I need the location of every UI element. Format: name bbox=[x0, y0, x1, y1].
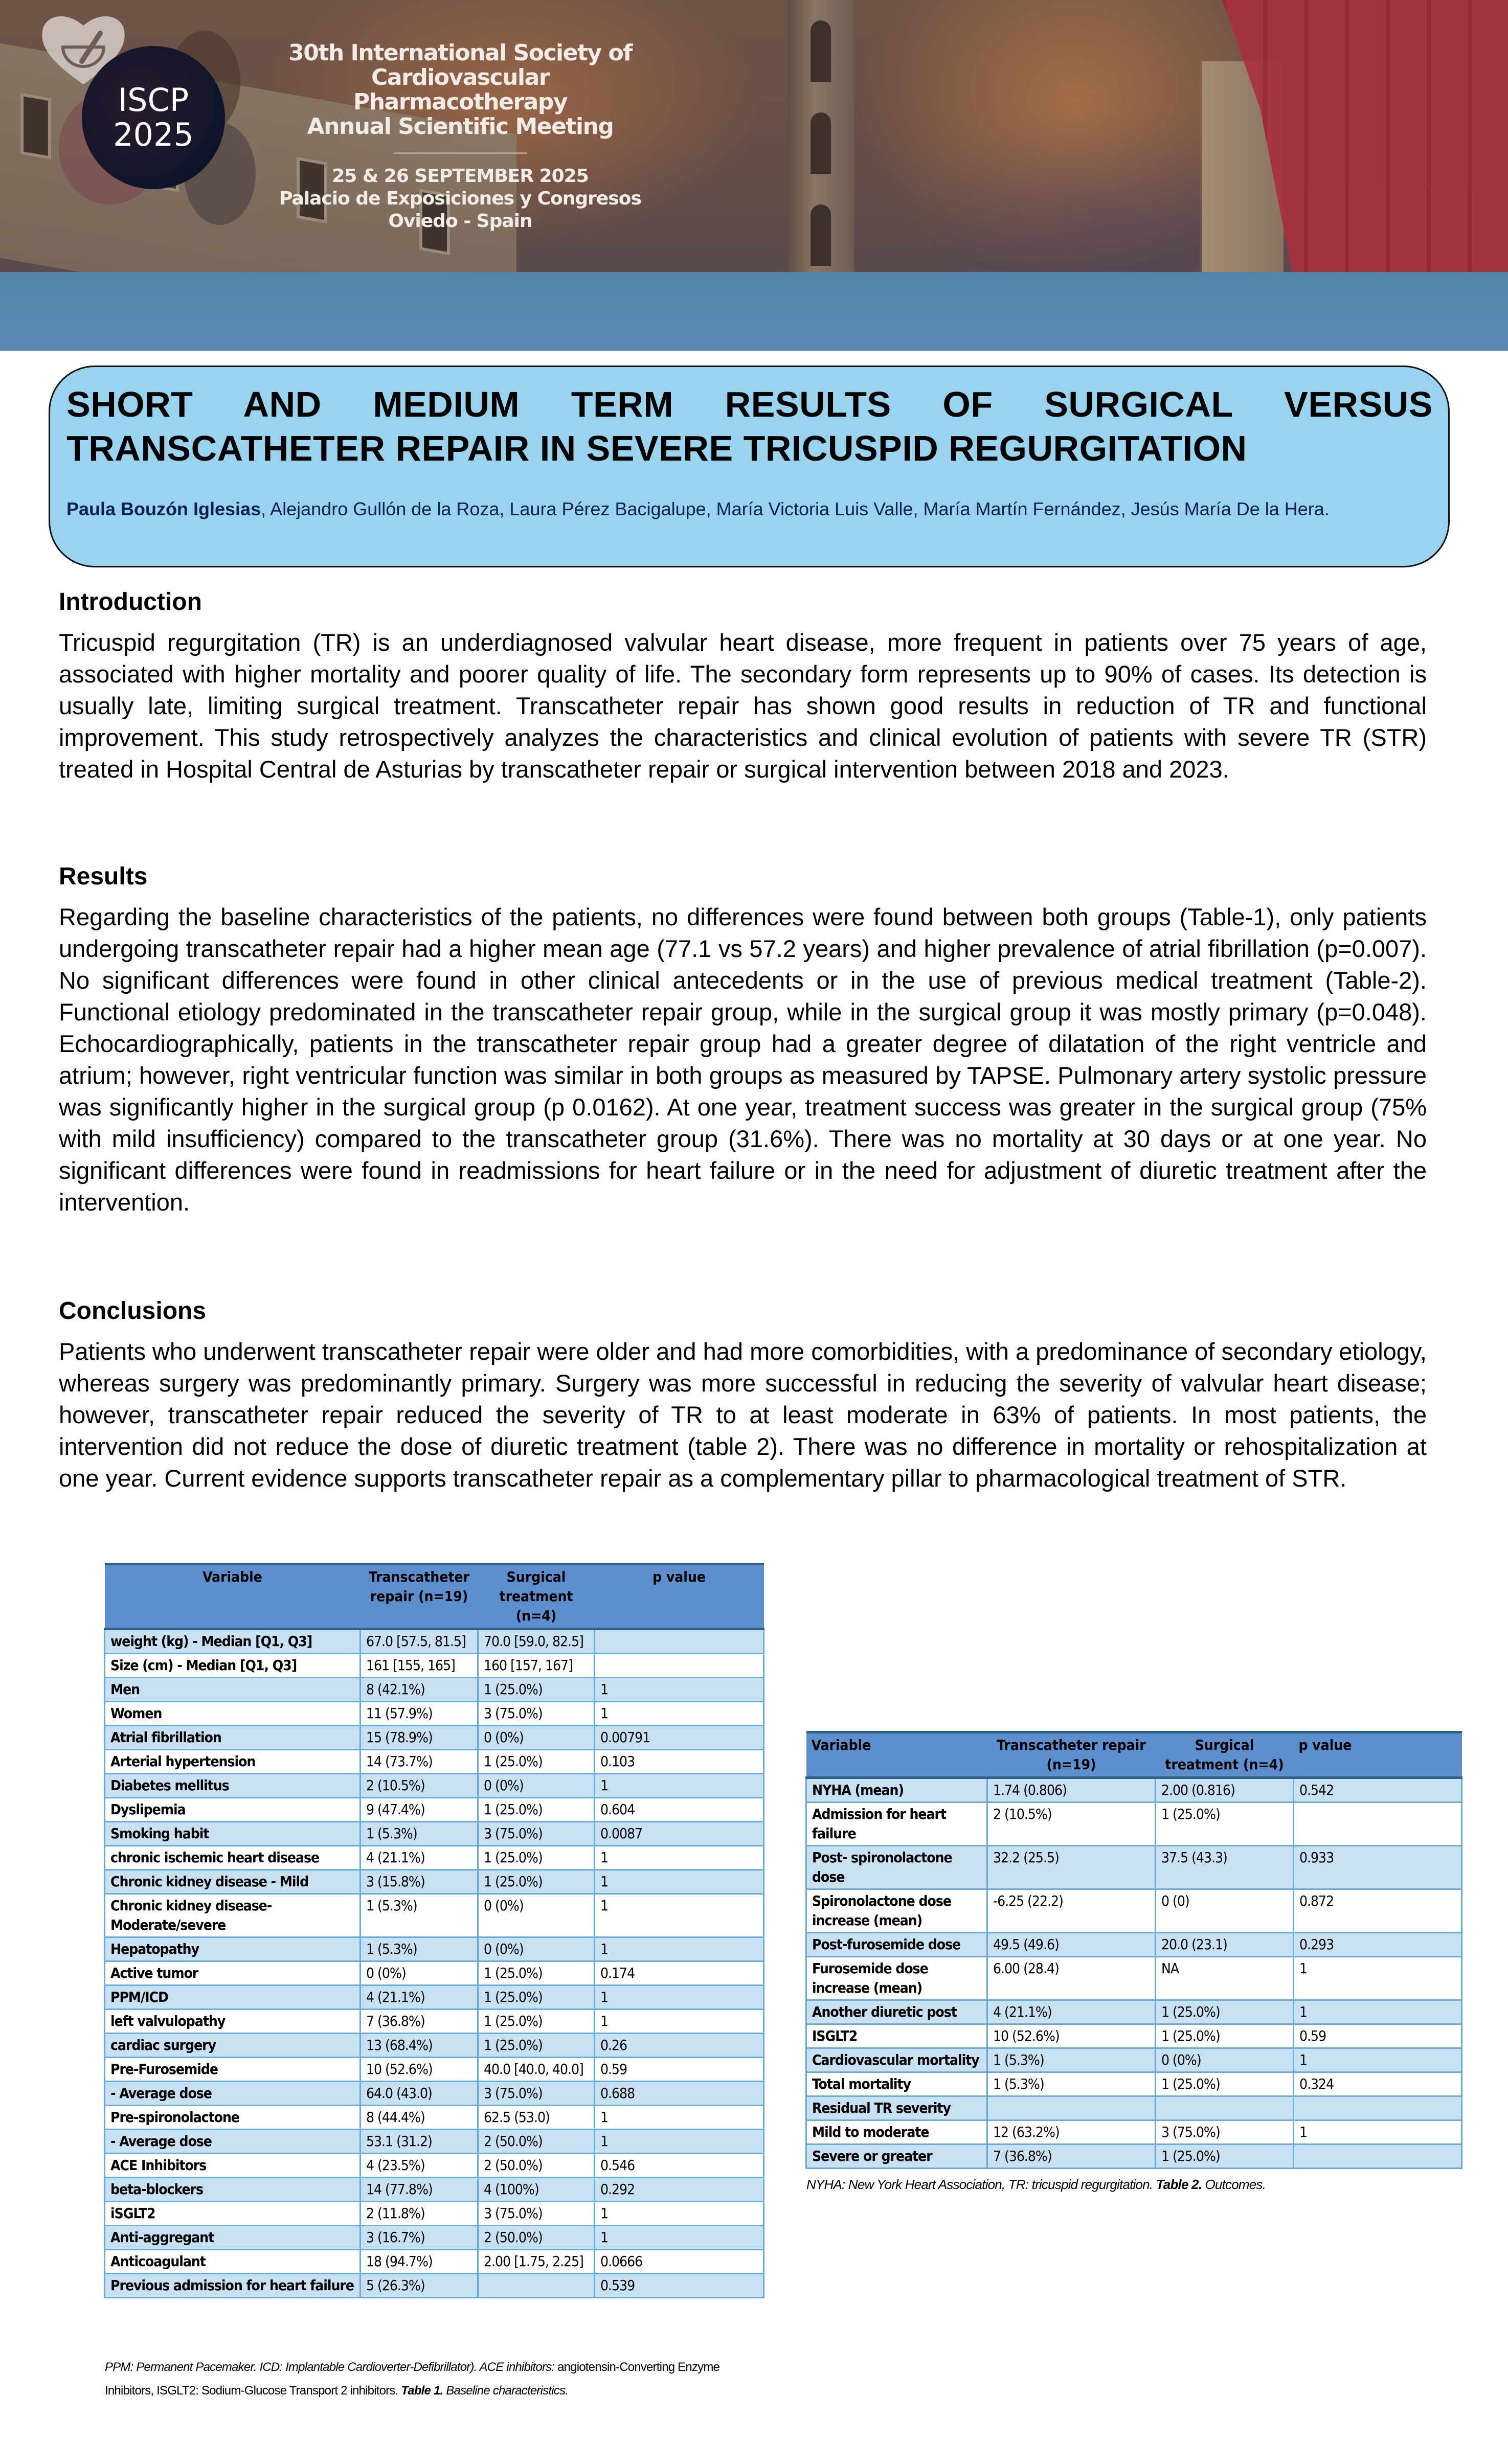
column-header: Transcatheter repair (n=19) bbox=[361, 1564, 478, 1629]
row-label: Severe or greater bbox=[806, 2144, 987, 2169]
cell-value: 67.0 [57.5, 81.5] bbox=[361, 1629, 478, 1654]
title-box bbox=[49, 366, 1450, 567]
row-label: Size (cm) - Median [Q1, Q3] bbox=[105, 1654, 361, 1678]
cell-value: 1 bbox=[595, 1678, 764, 1702]
row-label: beta-blockers bbox=[105, 2178, 361, 2202]
row-label: Hepatopathy bbox=[105, 1937, 361, 1961]
row-label: iSGLT2 bbox=[105, 2202, 361, 2226]
row-label: Women bbox=[105, 1702, 361, 1726]
cell-value: 0.324 bbox=[1294, 2072, 1462, 2096]
table-header-row bbox=[806, 1732, 1462, 1778]
conference-banner bbox=[0, 0, 1508, 272]
row-label: cardiac surgery bbox=[105, 2034, 361, 2058]
table-row bbox=[806, 1889, 1462, 1933]
cathedral-tower-illustration bbox=[787, 0, 854, 272]
cell-value: 2 (10.5%) bbox=[361, 1774, 478, 1798]
cell-value: 4 (21.1%) bbox=[361, 1986, 478, 2010]
conference-venue: Palacio de Exposiciones y Congresos bbox=[279, 188, 641, 209]
table1-caption bbox=[105, 2356, 749, 2403]
row-label: Post-furosemide dose bbox=[806, 1933, 987, 1957]
table-row bbox=[105, 2154, 764, 2178]
conference-city: Oviedo - Spain bbox=[388, 211, 532, 232]
table-row bbox=[105, 2010, 764, 2034]
cell-value: 1 (25.0%) bbox=[478, 1961, 595, 1986]
poster-title bbox=[66, 382, 1433, 470]
cell-value: 1 (25.0%) bbox=[478, 1846, 595, 1870]
cell-value: 2.00 (0.816) bbox=[1156, 1778, 1294, 1803]
column-header: Variable bbox=[105, 1564, 361, 1629]
cell-value: 1 bbox=[1294, 2048, 1462, 2072]
table-row bbox=[105, 1870, 764, 1894]
row-label: ISGLT2 bbox=[806, 2024, 987, 2048]
cell-value: 20.0 (23.1) bbox=[1156, 1933, 1294, 1957]
cell-value: 3 (75.0%) bbox=[478, 2082, 595, 2106]
cell-value bbox=[987, 2096, 1156, 2120]
caption-abbreviations: PPM: Permanent Pacemaker. ICD: Implantable Cardioverter-Defibrillator). ACE inhibitors: bbox=[105, 2360, 555, 2374]
authors bbox=[66, 494, 1433, 524]
cell-value: 3 (15.8%) bbox=[361, 1870, 478, 1894]
cell-value: 4 (21.1%) bbox=[987, 2000, 1156, 2024]
conclusions-heading: Conclusions bbox=[59, 1297, 207, 1325]
row-label: Chronic kidney disease- Moderate/severe bbox=[105, 1894, 361, 1937]
cell-value: 1 (25.0%) bbox=[478, 1986, 595, 2010]
cell-value: 1 (5.3%) bbox=[361, 1937, 478, 1961]
row-label: - Average dose bbox=[105, 2082, 361, 2106]
cell-value bbox=[1294, 2096, 1462, 2120]
cell-value bbox=[478, 2274, 595, 2298]
table-row bbox=[806, 2072, 1462, 2096]
row-label: NYHA (mean) bbox=[806, 1778, 987, 1803]
row-label: Pre-spironolactone bbox=[105, 2106, 361, 2130]
row-label: Dyslipemia bbox=[105, 1798, 361, 1822]
cell-value: 1 (25.0%) bbox=[1156, 2072, 1294, 2096]
table-outcomes bbox=[805, 1731, 1462, 2169]
caption-label: Table 2. bbox=[1156, 2177, 1202, 2192]
cell-value: 15 (78.9%) bbox=[361, 1726, 478, 1750]
cell-value: 2 (50.0%) bbox=[478, 2226, 595, 2250]
cell-value: 0 (0%) bbox=[361, 1961, 478, 1986]
row-label: weight (kg) - Median [Q1, Q3] bbox=[105, 1629, 361, 1654]
iscp-logo bbox=[82, 46, 225, 189]
cell-value: -6.25 (22.2) bbox=[987, 1889, 1156, 1933]
introduction-text: Tricuspid regurgitation (TR) is an underdiagnosed valvular heart disease, more frequent in patients over 75 years of age, associated with higher mortality and poorer quality of life. The secondary form represents up to 90% of cases. Its detection is usually late, limiting surgical treatment. Transcatheter repair has shown good results in reduction of TR and functional improvement. This study retrospectively analyzes the characteristics and clinical evolution of patients with severe TR (STR) treated in Hospital Central de Asturias by transcatheter repair or surgical intervention between 2018 and 2023. bbox=[59, 629, 1427, 783]
table-header-row bbox=[105, 1564, 764, 1629]
conclusions-section bbox=[59, 1296, 1427, 1494]
cell-value: 1 bbox=[1294, 2120, 1462, 2144]
cell-value: 3 (16.7%) bbox=[361, 2226, 478, 2250]
cell-value: 40.0 [40.0, 40.0] bbox=[478, 2058, 595, 2082]
cell-value: 1 bbox=[1294, 2000, 1462, 2024]
cell-value: 1 (5.3%) bbox=[987, 2072, 1156, 2096]
cell-value: 2 (50.0%) bbox=[478, 2154, 595, 2178]
table-row bbox=[105, 1961, 764, 1986]
cell-value: 2 (50.0%) bbox=[478, 2130, 595, 2154]
cell-value: 1 bbox=[595, 1937, 764, 1961]
cell-value: 0 (0) bbox=[1156, 1889, 1294, 1933]
caption-label: Table 1. bbox=[401, 2384, 443, 2398]
cell-value: 161 [155, 165] bbox=[361, 1654, 478, 1678]
cell-value: 1.74 (0.806) bbox=[987, 1778, 1156, 1803]
results-heading: Results bbox=[59, 863, 148, 890]
cell-value: 1 (25.0%) bbox=[478, 2010, 595, 2034]
cell-value: 1 (25.0%) bbox=[478, 1870, 595, 1894]
table-baseline-characteristics bbox=[104, 1563, 764, 2298]
conference-name-line: Annual Scientific Meeting bbox=[307, 113, 614, 140]
cell-value: 0.872 bbox=[1294, 1889, 1462, 1933]
conference-name-line: 30th International Society of bbox=[288, 40, 632, 66]
cell-value bbox=[1156, 2096, 1294, 2120]
cell-value: 3 (75.0%) bbox=[478, 2202, 595, 2226]
cell-value: 10 (52.6%) bbox=[987, 2024, 1156, 2048]
cell-value: 0 (0%) bbox=[478, 1937, 595, 1961]
cell-value: 12 (63.2%) bbox=[987, 2120, 1156, 2144]
cell-value: 160 [157, 167] bbox=[478, 1654, 595, 1678]
table-row bbox=[806, 2024, 1462, 2048]
table-row bbox=[806, 2048, 1462, 2072]
cell-value: 0 (0%) bbox=[1156, 2048, 1294, 2072]
divider bbox=[394, 152, 527, 154]
table-row bbox=[105, 1654, 764, 1678]
table-row bbox=[105, 1894, 764, 1937]
caption-abbreviations: NYHA: New York Heart Association, TR: tricuspid regurgitation. bbox=[806, 2177, 1156, 2192]
cell-value: 7 (36.8%) bbox=[987, 2144, 1156, 2169]
column-header: p value bbox=[595, 1564, 764, 1629]
table-row bbox=[806, 1957, 1462, 2000]
cell-value: NA bbox=[1156, 1957, 1294, 2000]
row-label: chronic ischemic heart disease bbox=[105, 1846, 361, 1870]
cell-value: 1 (25.0%) bbox=[478, 2034, 595, 2058]
table-row bbox=[105, 2178, 764, 2202]
cell-value: 0.539 bbox=[595, 2274, 764, 2298]
conference-date: 25 & 26 SEPTEMBER 2025 bbox=[332, 166, 589, 187]
caption-title: Baseline characteristics. bbox=[443, 2384, 569, 2398]
cell-value: 1 bbox=[595, 2010, 764, 2034]
cell-value: 2.00 [1.75, 2.25] bbox=[478, 2250, 595, 2274]
row-label: Mild to moderate bbox=[806, 2120, 987, 2144]
cell-value: 0.542 bbox=[1294, 1778, 1462, 1803]
table-row bbox=[105, 2082, 764, 2106]
cell-value: 1 bbox=[595, 1870, 764, 1894]
cell-value: 5 (26.3%) bbox=[361, 2274, 478, 2298]
cell-value: 14 (73.7%) bbox=[361, 1750, 478, 1774]
cell-value: 7 (36.8%) bbox=[361, 2010, 478, 2034]
row-label: Post- spironolactone dose bbox=[806, 1846, 987, 1889]
row-label: Spironolactone dose increase (mean) bbox=[806, 1889, 987, 1933]
conference-name-line: Cardiovascular Pharmacotherapy bbox=[353, 64, 568, 115]
row-label: Diabetes mellitus bbox=[105, 1774, 361, 1798]
cell-value: 0.604 bbox=[595, 1798, 764, 1822]
column-header: p value bbox=[1294, 1732, 1462, 1778]
cell-value: 70.0 [59.0, 82.5] bbox=[478, 1629, 595, 1654]
cell-value: 0.0666 bbox=[595, 2250, 764, 2274]
results-text: Regarding the baseline characteristics of the patients, no differences were found between both groups (Table-1), only patients undergoing transcatheter repair had a higher mean age (77.1 vs 57.2 years) and higher prevalence of atrial fibrillation (p=0.007). No significant differences were found in other clinical antecedents or in the use of previous medical treatment (Table-2). Functional etiology predominated in the transcatheter repair group, while in the surgical group it was mostly primary (p=0.048). Echocardiographically, patients in the transcatheter repair group had a greater degree of dilatation of the right ventricle and atrium; however, right ventricular function was similar in both groups as measured by TAPSE. Pulmonary artery systolic pressure was significantly higher in the surgical group (p 0.0162). At one year, treatment success was greater in the surgical group (75% with mild insufficiency) compared to the transcatheter group (31.6%). There was no mortality at 30 days or at one year. No significant differences were found in readmissions for heart failure or in the need for adjustment of diuretic treatment after the intervention. bbox=[59, 903, 1427, 1216]
table-row bbox=[105, 2250, 764, 2274]
table-row bbox=[806, 2096, 1462, 2120]
table-row bbox=[105, 1774, 764, 1798]
column-header: Variable bbox=[806, 1732, 987, 1778]
row-label: - Average dose bbox=[105, 2130, 361, 2154]
table2-caption bbox=[806, 2173, 1456, 2196]
cell-value: 0 (0%) bbox=[478, 1774, 595, 1798]
row-label: Pre-Furosemide bbox=[105, 2058, 361, 2082]
table-row bbox=[806, 1778, 1462, 1803]
cell-value: 1 bbox=[595, 1986, 764, 2010]
introduction-heading: Introduction bbox=[59, 588, 202, 615]
column-header: Surgical treatment (n=4) bbox=[478, 1564, 595, 1629]
cell-value: 18 (94.7%) bbox=[361, 2250, 478, 2274]
cell-value: 11 (57.9%) bbox=[361, 1702, 478, 1726]
table-row bbox=[105, 1822, 764, 1846]
caption-abbreviations: angiotensin-Converting Enzyme Inhibitors, ISGLT2: Sodium-Glucose Transport 2 inhibitors. bbox=[105, 2360, 720, 2398]
cell-value: 0.292 bbox=[595, 2178, 764, 2202]
cell-value: 64.0 (43.0) bbox=[361, 2082, 478, 2106]
cell-value: 1 bbox=[595, 1774, 764, 1798]
table-row bbox=[806, 2000, 1462, 2024]
table-row bbox=[806, 2144, 1462, 2169]
table-body bbox=[105, 1629, 764, 2298]
cell-value: 1 bbox=[595, 1894, 764, 1937]
cell-value: 0.0087 bbox=[595, 1822, 764, 1846]
row-label: left valvulopathy bbox=[105, 2010, 361, 2034]
title-line-2: TRANSCATHETER REPAIR IN SEVERE TRICUSPID REGURGITATION bbox=[66, 428, 1247, 468]
cell-value: 0.26 bbox=[595, 2034, 764, 2058]
cell-value: 49.5 (49.6) bbox=[987, 1933, 1156, 1957]
logo-text-year: 2025 bbox=[113, 116, 194, 153]
row-label: Active tumor bbox=[105, 1961, 361, 1986]
cell-value: 0.933 bbox=[1294, 1846, 1462, 1889]
cell-value: 37.5 (43.3) bbox=[1156, 1846, 1294, 1889]
coauthors: , Alejandro Gullón de la Roza, Laura Pérez Bacigalupe, María Victoria Luis Valle, María Martín Fernández, Jesús María De la Hera. bbox=[261, 498, 1330, 519]
table-row bbox=[105, 1750, 764, 1774]
conclusions-text: Patients who underwent transcatheter repair were older and had more comorbidities, with a predominance of secondary etiology, whereas surgery was predominantly primary. Surgery was more successful in reducing the severity of valvular heart disease; however, transcatheter repair reduced the severity of TR to at least moderate in 63% of patients. In most patients, the intervention did not reduce the dose of diuretic treatment (table 2). There was no difference in mortality or rehospitalization at one year. Current evidence supports transcatheter repair as a complementary pillar to pharmacological treatment of STR. bbox=[59, 1338, 1427, 1492]
header-band bbox=[0, 272, 1508, 351]
table-row bbox=[105, 1846, 764, 1870]
cell-value: 4 (21.1%) bbox=[361, 1846, 478, 1870]
row-label: Cardiovascular mortality bbox=[806, 2048, 987, 2072]
cell-value: 62.5 (53.0) bbox=[478, 2106, 595, 2130]
conference-info bbox=[266, 41, 655, 233]
table-row bbox=[105, 2034, 764, 2058]
cell-value: 1 bbox=[595, 2202, 764, 2226]
table-row bbox=[105, 1678, 764, 1702]
cell-value: 8 (44.4%) bbox=[361, 2106, 478, 2130]
row-label: Anti-aggregant bbox=[105, 2226, 361, 2250]
cell-value: 6.00 (28.4) bbox=[987, 1957, 1156, 2000]
cell-value: 1 (25.0%) bbox=[478, 1798, 595, 1822]
cell-value: 1 (25.0%) bbox=[1156, 1803, 1294, 1846]
row-label: Residual TR severity bbox=[806, 2096, 987, 2120]
cell-value: 14 (77.8%) bbox=[361, 2178, 478, 2202]
cell-value: 3 (75.0%) bbox=[1156, 2120, 1294, 2144]
table-row bbox=[806, 2120, 1462, 2144]
cell-value: 1 bbox=[595, 2106, 764, 2130]
cell-value: 13 (68.4%) bbox=[361, 2034, 478, 2058]
row-label: PPM/ICD bbox=[105, 1986, 361, 2010]
cell-value: 4 (23.5%) bbox=[361, 2154, 478, 2178]
cell-value: 0 (0%) bbox=[478, 1894, 595, 1937]
cell-value: 1 (5.3%) bbox=[361, 1822, 478, 1846]
cell-value: 1 bbox=[1294, 1957, 1462, 2000]
cell-value: 4 (100%) bbox=[478, 2178, 595, 2202]
row-label: Smoking habit bbox=[105, 1822, 361, 1846]
table-row bbox=[105, 1986, 764, 2010]
row-label: Arterial hypertension bbox=[105, 1750, 361, 1774]
table-row bbox=[105, 2058, 764, 2082]
table-row bbox=[105, 2202, 764, 2226]
results-section bbox=[59, 861, 1427, 1218]
cell-value bbox=[1294, 2144, 1462, 2169]
row-label: Total mortality bbox=[806, 2072, 987, 2096]
logo-text-iscp: ISCP bbox=[118, 81, 189, 119]
cell-value: 2 (10.5%) bbox=[987, 1803, 1156, 1846]
cell-value: 0 (0%) bbox=[478, 1726, 595, 1750]
table-row bbox=[105, 2130, 764, 2154]
row-label: Atrial fibrillation bbox=[105, 1726, 361, 1750]
row-label: Previous admission for heart failure bbox=[105, 2274, 361, 2298]
table-row bbox=[806, 1846, 1462, 1889]
cell-value: 10 (52.6%) bbox=[361, 2058, 478, 2082]
cell-value: 8 (42.1%) bbox=[361, 1678, 478, 1702]
cell-value: 1 (25.0%) bbox=[1156, 2144, 1294, 2169]
cell-value: 0.00791 bbox=[595, 1726, 764, 1750]
row-label: Another diuretic post bbox=[806, 2000, 987, 2024]
row-label: ACE Inhibitors bbox=[105, 2154, 361, 2178]
caption-title: Outcomes. bbox=[1202, 2177, 1266, 2192]
cell-value: 1 (25.0%) bbox=[478, 1678, 595, 1702]
cell-value: 1 bbox=[595, 1846, 764, 1870]
title-line-1: SHORT AND MEDIUM TERM RESULTS OF SURGICAL VERSUS bbox=[66, 384, 1433, 424]
cell-value: 1 (25.0%) bbox=[478, 1750, 595, 1774]
column-header: Transcatheter repair (n=19) bbox=[987, 1732, 1156, 1778]
cell-value: 1 bbox=[595, 2130, 764, 2154]
cell-value: 1 (5.3%) bbox=[987, 2048, 1156, 2072]
cell-value: 0.293 bbox=[1294, 1933, 1462, 1957]
cell-value: 0.103 bbox=[595, 1750, 764, 1774]
row-label: Admission for heart failure bbox=[806, 1803, 987, 1846]
table-row bbox=[806, 1933, 1462, 1957]
table-row bbox=[105, 1702, 764, 1726]
row-label: Furosemide dose increase (mean) bbox=[806, 1957, 987, 2000]
table-row bbox=[105, 2106, 764, 2130]
cell-value: 0.688 bbox=[595, 2082, 764, 2106]
row-label: Men bbox=[105, 1678, 361, 1702]
table-row bbox=[105, 1798, 764, 1822]
first-author: Paula Bouzón Iglesias bbox=[66, 498, 261, 519]
cell-value: 1 bbox=[595, 2226, 764, 2250]
cell-value: 1 (25.0%) bbox=[1156, 2024, 1294, 2048]
table-row bbox=[105, 2226, 764, 2250]
table-row bbox=[105, 1937, 764, 1961]
introduction-section bbox=[59, 587, 1427, 785]
cell-value: 3 (75.0%) bbox=[478, 1702, 595, 1726]
table-body bbox=[806, 1778, 1462, 2169]
column-header: Surgical treatment (n=4) bbox=[1156, 1732, 1294, 1778]
cell-value: 0.174 bbox=[595, 1961, 764, 1986]
cell-value: 0.59 bbox=[1294, 2024, 1462, 2048]
cell-value bbox=[595, 1629, 764, 1654]
cell-value: 1 (5.3%) bbox=[361, 1894, 478, 1937]
cell-value: 2 (11.8%) bbox=[361, 2202, 478, 2226]
row-label: Chronic kidney disease - Mild bbox=[105, 1870, 361, 1894]
cell-value: 1 bbox=[595, 1702, 764, 1726]
cell-value bbox=[1294, 1803, 1462, 1846]
table-row bbox=[105, 1629, 764, 1654]
cell-value: 3 (75.0%) bbox=[478, 1822, 595, 1846]
cell-value: 53.1 (31.2) bbox=[361, 2130, 478, 2154]
table-row bbox=[105, 1726, 764, 1750]
cell-value: 32.2 (25.5) bbox=[987, 1846, 1156, 1889]
cell-value: 0.59 bbox=[595, 2058, 764, 2082]
table-row bbox=[806, 1803, 1462, 1846]
cell-value: 9 (47.4%) bbox=[361, 1798, 478, 1822]
row-label: Anticoagulant bbox=[105, 2250, 361, 2274]
cell-value: 1 (25.0%) bbox=[1156, 2000, 1294, 2024]
cell-value bbox=[595, 1654, 764, 1678]
table-row bbox=[105, 2274, 764, 2298]
cell-value: 0.546 bbox=[595, 2154, 764, 2178]
